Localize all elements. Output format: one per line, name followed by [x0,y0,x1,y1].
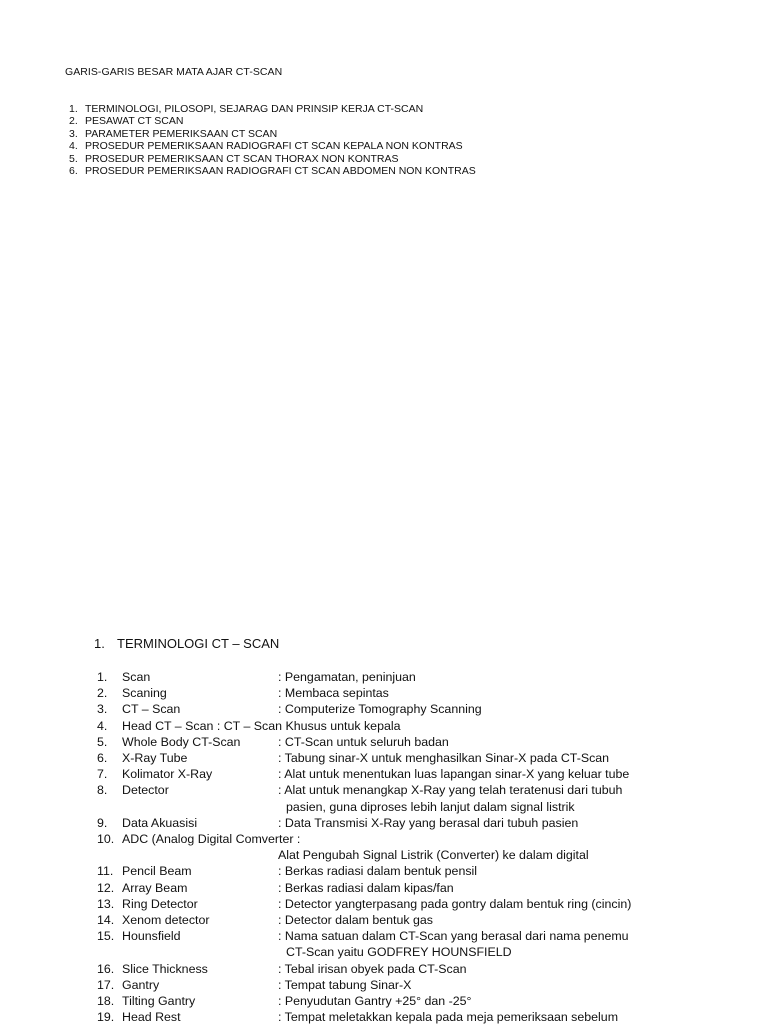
term-definition: : Tempat tabung Sinar-X [278,977,412,992]
outline-item [69,115,476,127]
course-outline-list [69,103,476,177]
outline-item [69,165,476,177]
term-number: 18. [97,994,115,1009]
term-number: 16. [97,961,115,976]
term-definition-continuation: Alat Pengubah Signal Listrik (Converter) ke dalam digital [278,848,589,863]
term-row [97,766,757,782]
term-row [97,896,757,912]
term-definition: : Detector yangterpasang pada gontry dalam bentuk ring (cincin) [278,896,632,911]
term-name: Slice Thickness [122,961,208,976]
outline-item-number: 4. [69,140,78,153]
term-row [97,912,757,928]
term-number: 11. [97,864,114,879]
term-definition: : Tebal irisan obyek pada CT-Scan [278,961,467,976]
outline-item-text: PROSEDUR PEMERIKSAAN CT SCAN THORAX NON KONTRAS [85,152,399,165]
term-number: 4. [97,718,108,733]
term-name: Xenom detector [122,913,210,928]
term-definition: : Computerize Tomography Scanning [278,702,482,717]
term-row [97,685,757,701]
term-name: X-Ray Tube [122,751,188,766]
term-name: ADC (Analog Digital Comverter : [122,832,301,847]
term-number: 1. [97,670,108,684]
outline-item-text: TERMINOLOGI, PILOSOPI, SEJARAG DAN PRINSIP KERJA CT-SCAN [85,103,424,115]
outline-item-number: 3. [69,127,78,140]
term-number: 10. [97,832,115,847]
document-title: GARIS-GARIS BESAR MATA AJAR CT-SCAN [65,66,283,78]
term-row [97,782,757,798]
term-name: CT – Scan [122,702,181,717]
term-definition: : Tempat meletakkan kepala pada meja pemeriksaan sebelum [278,1010,619,1025]
term-definition: : Alat untuk menangkap X-Ray yang telah teratenusi dari tubuh [278,783,623,798]
outline-item [69,103,476,115]
term-row [97,815,757,831]
term-number: 13. [97,896,115,911]
outline-item [69,140,476,152]
section-heading [94,636,279,651]
term-row [97,734,757,750]
term-number: 7. [97,767,108,782]
outline-item-number: 2. [69,115,78,128]
term-definition-continuation: pasien, guna diproses lebih lanjut dalam signal listrik [286,799,575,814]
term-number: 12. [97,880,115,895]
term-name: Whole Body CT-Scan [122,734,241,749]
term-number: 5. [97,734,108,749]
term-name: Tilting Gantry [122,994,196,1009]
term-definition: : Data Transmisi X-Ray yang berasal dari tubuh pasien [278,815,579,830]
outline-item-text: PROSEDUR PEMERIKSAAN RADIOGRAFI CT SCAN ABDOMEN NON KONTRAS [85,165,476,178]
term-row [97,718,757,734]
term-definition: : Pengamatan, peninjuan [278,670,416,684]
outline-item-number: 6. [69,165,78,178]
terminology-list [97,669,757,1025]
term-row [97,669,757,685]
term-definition: : Berkas radiasi dalam kipas/fan [278,880,454,895]
section-title: TERMINOLOGI CT – SCAN [117,636,280,651]
term-name: Gantry [122,977,160,992]
term-row [97,701,757,717]
term-name: Hounsfield [122,929,181,944]
term-name: Head CT – Scan : CT – Scan Khusus untuk kepala [122,718,401,733]
term-number: 2. [97,686,108,701]
term-number: 8. [97,783,108,798]
term-row [97,831,757,847]
outline-item-text: PESAWAT CT SCAN [85,115,184,128]
term-number: 6. [97,751,108,766]
outline-item-number: 1. [69,103,78,115]
term-row [97,880,757,896]
term-number: 9. [97,815,108,830]
term-row [97,977,757,993]
term-definition: : CT-Scan untuk seluruh badan [278,734,449,749]
term-name: Head Rest [122,1010,181,1025]
term-name: Ring Detector [122,896,198,911]
term-number: 15. [97,929,115,944]
term-number: 14. [97,913,115,928]
term-name: Data Akuasisi [122,815,198,830]
outline-item [69,128,476,140]
term-definition: : Penyudutan Gantry +25° dan -25° [278,994,472,1009]
outline-item [69,153,476,165]
term-number: 19. [97,1010,115,1025]
term-row [97,750,757,766]
term-definition: : Detector dalam bentuk gas [278,913,433,928]
term-number: 3. [97,702,108,717]
outline-item-text: PROSEDUR PEMERIKSAAN RADIOGRAFI CT SCAN KEPALA NON KONTRAS [85,140,463,153]
term-definition: : Nama satuan dalam CT-Scan yang berasal dari nama penemu [278,929,629,944]
term-definition: : Alat untuk menentukan luas lapangan sinar-X yang keluar tube [278,767,630,782]
outline-item-number: 5. [69,152,78,165]
term-row [97,1009,757,1025]
term-definition: : Tabung sinar-X untuk menghasilkan Sinar-X pada CT-Scan [278,751,610,766]
section-number: 1. [94,636,105,651]
term-name: Scan [122,670,151,684]
term-row [97,993,757,1009]
term-row [97,928,757,944]
term-definition-continuation: CT-Scan yaitu GODFREY HOUNSFIELD [286,945,512,960]
term-name: Detector [122,783,169,798]
term-name: Scaning [122,686,167,701]
term-definition: : Membaca sepintas [278,686,389,701]
term-name: Kolimator X-Ray [122,767,213,782]
term-row [97,863,757,879]
term-row [97,961,757,977]
term-definition: : Berkas radiasi dalam bentuk pensil [278,864,478,879]
term-name: Pencil Beam [122,864,192,879]
term-number: 17. [97,977,115,992]
term-name: Array Beam [122,880,188,895]
outline-item-text: PARAMETER PEMERIKSAAN CT SCAN [85,127,278,140]
